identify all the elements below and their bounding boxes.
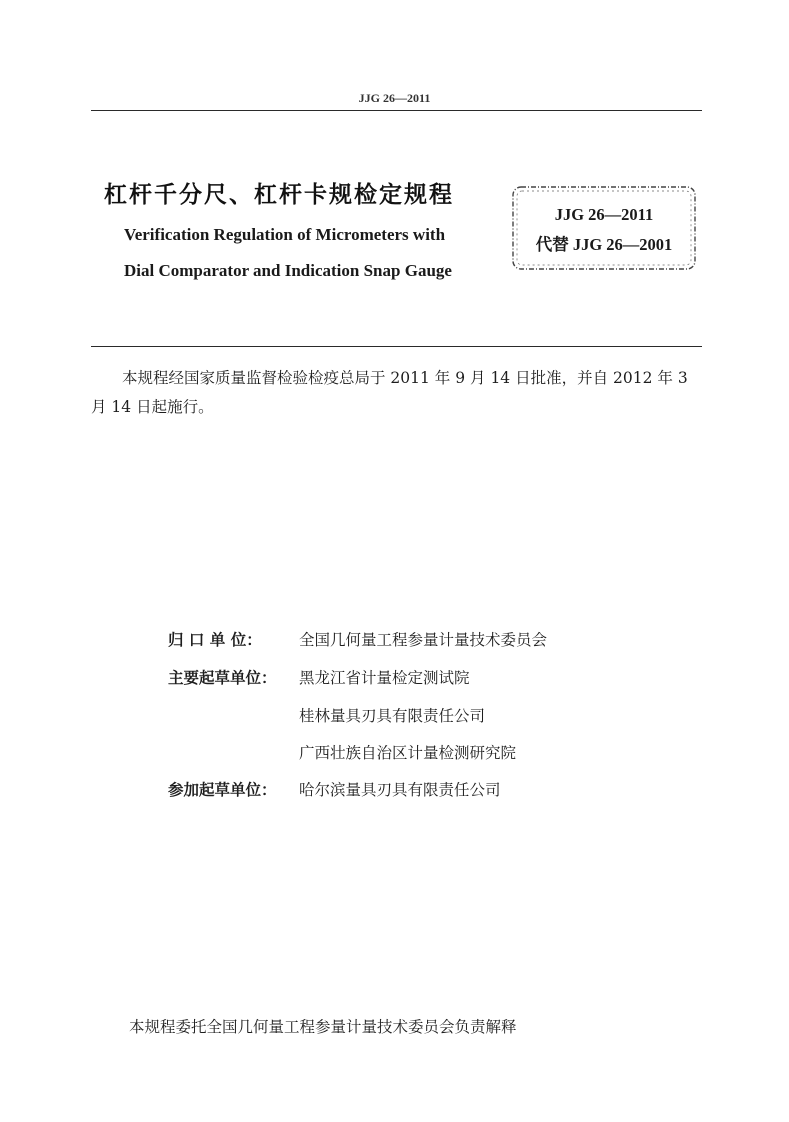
- header-standard-code: JJG 26—2011: [358, 91, 431, 105]
- code-box-code: JJG 26—2011: [554, 205, 654, 224]
- header-rule: [91, 110, 702, 111]
- title-english-line2: Dial Comparator and Indication Snap Gauge: [124, 261, 452, 280]
- main-drafter-2: 桂林量具刃具有限责任公司: [299, 707, 486, 725]
- main-drafter-3: 广西壮族自治区计量检测研究院: [299, 744, 517, 762]
- participating-drafter-label: 参加起草单位：: [168, 781, 277, 799]
- title-english-line1: Verification Regulation of Micrometers with: [124, 225, 446, 244]
- responsible-unit-value: 全国几何量工程参量计量技术委员会: [299, 631, 548, 649]
- main-drafter-label: 主要起草单位：: [168, 669, 277, 687]
- interpretation-note: 本规程委托全国几何量工程参量计量技术委员会负责解释: [129, 1018, 517, 1036]
- title-chinese: 杠杆千分尺、杠杆卡规检定规程: [104, 182, 454, 208]
- standard-code-box: [512, 186, 696, 270]
- title-rule: [91, 346, 702, 347]
- code-box-replaces: 代替 JJG 26—2001: [535, 235, 673, 254]
- decorative-border: [512, 186, 696, 270]
- participating-drafter-value: 哈尔滨量具刃具有限责任公司: [299, 781, 501, 799]
- approval-paragraph: 本规程经国家质量监督检验检疫总局于 2011 年 9 月 14 日批准，并自 2012 年 3 月 14 日起施行。: [91, 369, 688, 416]
- main-drafter-1: 黑龙江省计量检定测试院: [299, 669, 470, 687]
- responsible-unit-label: 归 口 单 位：: [168, 631, 262, 649]
